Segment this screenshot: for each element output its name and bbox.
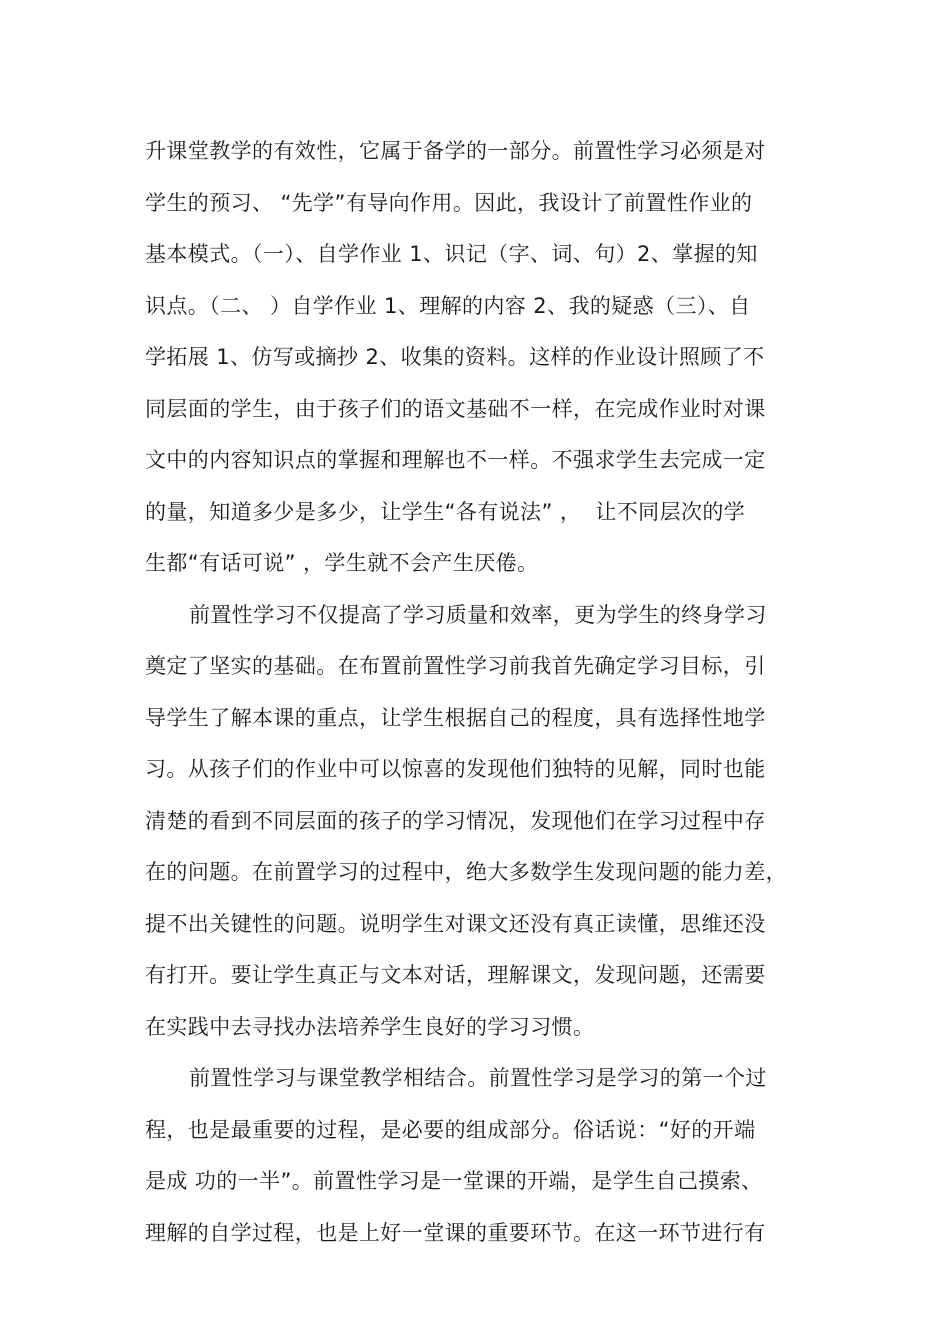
text-line: 是成 功的一半”。前置性学习是一堂课的开端，是学生自己摸索、 — [145, 1169, 763, 1193]
text-line: 奠定了坚实的基础。在布置前置性学习前我首先确定学习目标，引 — [145, 654, 766, 678]
text-line: 识点。（二、 ）自学作业 1、理解的内容 2、我的疑惑（三）、自 — [145, 293, 751, 318]
text-line: 升课堂教学的有效性，它属于备学的一部分。前置性学习必须是对 — [145, 139, 766, 163]
text-line: 前置性学习与课堂教学相结合。前置性学习是学习的第一个过 — [189, 1066, 767, 1090]
text-line: 有打开。要让学生真正与文本对话，理解课文，发现问题，还需要 — [145, 963, 766, 987]
text-line: 生都“有话可说” ，学生就不会产生厌倦。 — [145, 551, 539, 575]
text-line: 导学生了解本课的重点，让学生根据自己的程度，具有选择性地学 — [145, 705, 766, 730]
text-line: 学生的预习、 “先学”有导向作用。因此，我设计了前置性作业的 — [145, 190, 753, 215]
document-body — [145, 126, 825, 1259]
text-line: 在实践中去寻找办法培养学生良好的学习习惯。 — [145, 1014, 595, 1039]
text-line: 前置性学习不仅提高了学习质量和效率，更为学生的终身学习 — [189, 602, 767, 627]
text-line: 程，也是最重要的过程，是必要的组成部分。俗话说：“好的开端 — [145, 1117, 756, 1142]
text-line: 理解的自学过程，也是上好一堂课的重要环节。在这一环节进行有 — [145, 1220, 766, 1245]
text-line: 的量，知道多少是多少，让学生“各有说法” ， 让不同层次的学 — [145, 499, 746, 524]
text-line: 习。从孩子们的作业中可以惊喜的发现他们独特的见解，同时也能 — [145, 757, 766, 781]
text-line: 文中的内容知识点的掌握和理解也不一样。不强求学生去完成一定 — [145, 448, 766, 472]
text-line: 学拓展 1、仿写或摘抄 2、收集的资料。这样的作业设计照顾了不 — [145, 345, 765, 369]
text-line: 在的问题。在前置学习的过程中，绝大多数学生发现问题的能力差， — [145, 860, 787, 884]
text-line: 同层面的学生，由于孩子们的语文基础不一样，在完成作业时对课 — [145, 396, 766, 421]
text-line: 清楚的看到不同层面的孩子的学习情况，发现他们在学习过程中存 — [145, 808, 766, 833]
text-line: 提不出关键性的问题。说明学生对课文还没有真正读懂，思维还没 — [145, 911, 766, 936]
text-line: 基本模式。（一）、自学作业 1、识记（字、词、句）2、掌握的知 — [145, 242, 758, 266]
